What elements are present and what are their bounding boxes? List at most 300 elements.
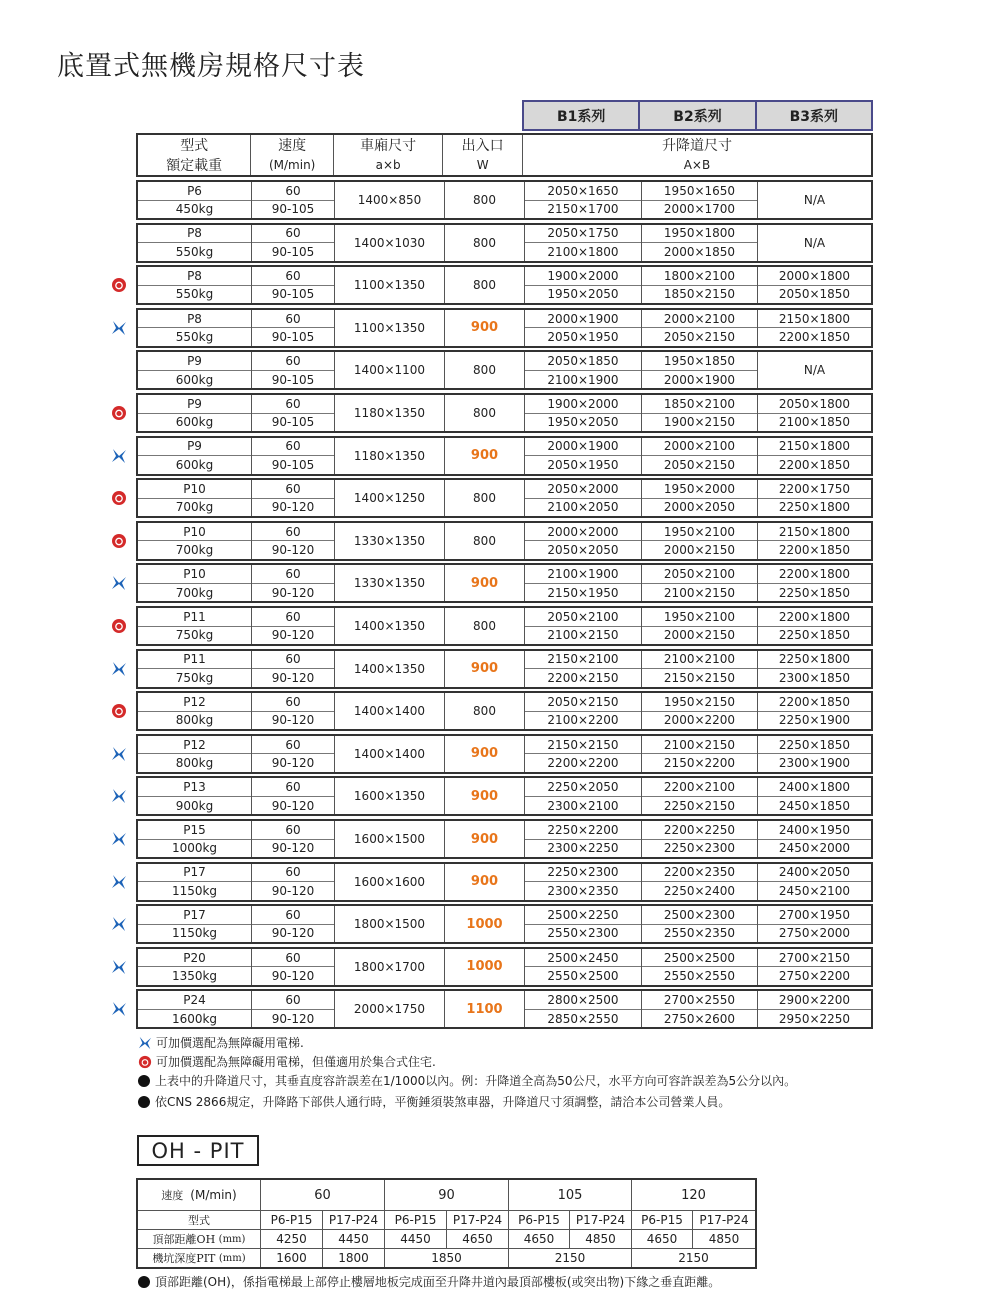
note-cross-text: 可加價選配為無障礙用電梯.	[156, 1036, 304, 1050]
b2-size-cell: 2550×2550	[663, 969, 736, 984]
wheelchair-cross-icon	[111, 831, 127, 847]
oh-type-cell: P6-P15	[509, 1211, 570, 1229]
load-cell: 1350kg	[171, 969, 218, 984]
wheelchair-cross-icon	[111, 746, 127, 762]
b1-size-cell: 2500×2250	[525, 906, 641, 925]
b3-size-cell: 2700×1950	[758, 906, 871, 925]
b3-size-cell: 2250×1900	[778, 713, 851, 728]
b3-size-cell: 2000×1800	[758, 267, 871, 286]
model-cell: P6	[138, 182, 251, 201]
speed-cell: 90-120	[271, 628, 315, 643]
series-b2: B2系列	[638, 100, 756, 131]
oh-pit-title: OH - PIT	[137, 1135, 259, 1166]
b1-size-cell: 1900×2000	[525, 395, 641, 414]
b2-size-cell: 1850×2100	[642, 395, 757, 414]
wheelchair-cross-icon	[138, 1036, 152, 1050]
oh-speed-105: 105	[509, 1180, 632, 1210]
b3-size-cell: 2450×1850	[778, 798, 851, 813]
oh-value-cell: 4650	[509, 1230, 570, 1248]
b1-size-cell: 2200×2200	[547, 756, 619, 771]
b2-size-cell: 2050×2150	[663, 330, 736, 345]
speed-cell: 60	[252, 267, 334, 286]
speed-cell: 90-105	[271, 372, 315, 387]
b1-size-cell: 2850×2550	[547, 1011, 619, 1026]
b3-size-cell: 2400×2050	[758, 864, 871, 883]
speed-cell: 60	[252, 693, 334, 712]
oh-type-label: 型式	[138, 1211, 261, 1229]
note-2-text: 依CNS 2866規定，升降路下部供人通行時，平衡錘須裝煞車器，升降道尺寸須調整，請洽本公司營業人員。	[155, 1095, 731, 1109]
b3-size-cell: 2900×2200	[758, 991, 871, 1010]
header-car-sub: a×b	[375, 158, 401, 172]
b1-size-cell: 2050×2000	[525, 480, 641, 499]
wheelchair-cross-icon	[111, 1001, 127, 1017]
header-car: 車廂尺寸	[360, 138, 417, 154]
b1-size-cell: 2100×1800	[547, 244, 619, 259]
b1-size-cell: 2300×2100	[547, 798, 619, 813]
b2-size-cell: 2050×2150	[663, 457, 736, 472]
bullet-icon	[138, 1276, 150, 1288]
speed-cell: 90-120	[271, 670, 315, 685]
b1-size-cell: 2250×2050	[525, 778, 641, 797]
b2-size-cell: 2100×2150	[663, 585, 736, 600]
b3-size-cell: 2150×1800	[758, 310, 871, 329]
oh-type-cell: P17-P24	[699, 1213, 749, 1227]
model-cell: P12	[138, 736, 251, 755]
table-row	[136, 776, 873, 816]
note-2	[138, 1093, 730, 1110]
b1-size-cell: 2050×2150	[525, 693, 641, 712]
table-row	[136, 478, 873, 518]
car-size-cell: 1600×1350	[353, 789, 426, 804]
door-width-cell: 1100	[466, 1001, 503, 1017]
table-row	[136, 350, 873, 390]
b2-size-cell: 2150×2150	[663, 670, 736, 685]
b3-size-cell: 2450×2100	[778, 883, 851, 898]
note-oh	[138, 1273, 720, 1290]
speed-cell: 90-120	[271, 926, 315, 941]
oh-pit-label	[138, 1249, 261, 1267]
speed-cell: 60	[252, 225, 334, 244]
speed-cell: 90-105	[271, 457, 315, 472]
oh-speed-unit: (M/min)	[190, 1188, 237, 1202]
note-cross	[138, 1034, 304, 1051]
b1-size-cell: 2300×2350	[547, 883, 619, 898]
speed-cell: 60	[252, 395, 334, 414]
model-cell: P15	[138, 821, 251, 840]
b1-size-cell: 2500×2450	[525, 949, 641, 968]
speed-cell: 60	[252, 736, 334, 755]
car-size-cell: 1180×1350	[353, 406, 426, 420]
model-cell: P8	[138, 225, 251, 244]
wheelchair-cross-icon	[111, 788, 127, 804]
b1-size-cell: 2050×1950	[547, 330, 619, 345]
car-size-cell: 1400×1400	[353, 746, 426, 761]
note-circle	[138, 1053, 436, 1070]
door-width-cell: 800	[473, 193, 496, 207]
car-size-cell: 1400×1350	[353, 619, 426, 633]
speed-cell: 60	[252, 182, 334, 201]
b3-size-cell: 2750×2200	[778, 969, 851, 984]
b2-size-cell: 2000×2100	[642, 438, 757, 457]
b2-size-cell: 2000×2150	[663, 628, 736, 643]
b2-size-cell: 1850×2150	[663, 287, 736, 302]
oh-pit-row	[138, 1248, 755, 1267]
speed-cell: 90-105	[271, 415, 315, 430]
b3-size-cell: 2250×1800	[758, 651, 871, 670]
oh-type-cell: P17-P24	[323, 1211, 385, 1229]
b2-size-cell: 2050×2100	[642, 565, 757, 584]
b1-size-cell: 2050×1750	[525, 225, 641, 244]
pit-value-cell: 1850	[385, 1249, 509, 1267]
b2-size-cell: 2150×2200	[663, 756, 736, 771]
b2-size-cell: 1950×1800	[642, 225, 757, 244]
b1-size-cell: 2200×2150	[547, 670, 619, 685]
b3-size-cell: 2250×1850	[778, 585, 851, 600]
speed-cell: 90-120	[271, 798, 315, 813]
table-row	[136, 819, 873, 859]
red-circle-icon	[111, 703, 127, 719]
oh-value-cell: 4250	[261, 1230, 323, 1248]
model-cell: P17	[138, 864, 251, 883]
door-width-cell: 900	[470, 788, 499, 804]
red-circle-icon	[111, 277, 127, 293]
table-row	[136, 265, 873, 305]
model-cell: P20	[138, 949, 251, 968]
b3-size-cell: 2050×1850	[778, 287, 851, 302]
b3-size-cell: 2200×1800	[758, 608, 871, 627]
b1-size-cell: 2050×1950	[547, 457, 619, 472]
b1-size-cell: 2100×2150	[547, 628, 619, 643]
car-size-cell: 1100×1350	[353, 320, 426, 335]
speed-cell: 60	[252, 565, 334, 584]
table-row	[136, 904, 873, 944]
oh-pit-table	[136, 1178, 757, 1269]
oh-type-cell: P6-P15	[385, 1211, 447, 1229]
b2-size-cell: 2100×2150	[642, 736, 757, 755]
wheelchair-cross-icon	[111, 661, 127, 677]
b1-size-cell: 2000×2000	[525, 523, 641, 542]
wheelchair-cross-icon	[111, 448, 127, 464]
bullet-icon	[138, 1075, 150, 1087]
oh-value-cell: 4450	[385, 1230, 447, 1248]
b2-size-cell: 2500×2500	[642, 949, 757, 968]
oh-type-cell: P17-P24	[570, 1211, 632, 1229]
speed-cell: 60	[252, 778, 334, 797]
spec-header-row	[136, 133, 873, 177]
header-hoistway: 升降道尺寸	[661, 138, 732, 154]
door-width-cell: 800	[473, 533, 496, 548]
model-cell: P8	[138, 267, 251, 286]
door-width-cell: 900	[470, 874, 499, 890]
door-width-cell: 800	[473, 235, 496, 250]
load-cell: 600kg	[175, 372, 214, 387]
table-row	[136, 989, 873, 1029]
oh-oh-label	[138, 1230, 261, 1248]
wheelchair-cross-icon	[111, 916, 127, 932]
car-size-cell: 1400×1400	[353, 704, 426, 719]
car-size-cell: 1800×1700	[353, 959, 426, 974]
oh-speed-120: 120	[681, 1187, 706, 1203]
oh-type-cell: P6-P15	[632, 1211, 693, 1229]
b3-size-cell: 2700×2150	[758, 949, 871, 968]
table-row	[136, 223, 873, 263]
b1-size-cell: 2050×2100	[525, 608, 641, 627]
b2-size-cell: 2250×2400	[663, 883, 736, 898]
b3-size-cell: 2400×1950	[758, 821, 871, 840]
load-cell: 1150kg	[171, 926, 218, 941]
load-cell: 600kg	[175, 415, 214, 430]
car-size-cell: 1400×1250	[353, 491, 426, 506]
car-size-cell: 1400×850	[357, 193, 422, 207]
b1-size-cell: 2150×2100	[525, 651, 641, 670]
oh-speed-90: 90	[385, 1180, 509, 1210]
door-width-cell: 900	[470, 831, 499, 847]
b2-size-cell: 2000×2200	[663, 713, 736, 728]
speed-cell: 60	[252, 310, 334, 329]
oh-speed-60: 60	[261, 1180, 385, 1210]
table-row	[136, 947, 873, 987]
oh-type-cell: P6-P15	[261, 1211, 323, 1229]
b2-size-cell: 1950×2000	[642, 480, 757, 499]
oh-oh-unit: (mm)	[218, 1233, 246, 1245]
bullet-icon	[138, 1096, 150, 1108]
speed-cell: 60	[252, 651, 334, 670]
b2-size-cell: 2200×2250	[642, 821, 757, 840]
b2-size-cell: 2000×1900	[663, 372, 736, 387]
load-cell: 750kg	[175, 628, 214, 643]
table-row	[136, 521, 873, 561]
model-cell: P17	[138, 906, 251, 925]
car-size-cell: 1100×1350	[353, 278, 426, 293]
b3-size-cell: 2150×1800	[758, 438, 871, 457]
car-size-cell: 2000×1750	[353, 1002, 426, 1017]
oh-value-cell: 4850	[570, 1230, 632, 1248]
oh-type-cell: P17-P24	[447, 1211, 509, 1229]
car-size-cell: 1800×1500	[353, 917, 426, 932]
door-width-cell: 900	[470, 661, 499, 677]
speed-cell: 90-105	[271, 287, 315, 302]
door-width-cell: 800	[473, 363, 496, 378]
table-row	[136, 180, 873, 220]
series-b1: B1系列	[522, 100, 640, 131]
oh-value-cell: 4850	[708, 1232, 740, 1246]
b1-size-cell: 2150×2150	[525, 736, 641, 755]
red-circle-icon	[138, 1055, 152, 1069]
page-title: 底置式無機房規格尺寸表	[57, 51, 365, 82]
b1-size-cell: 2550×2300	[547, 926, 619, 941]
pit-value-cell: 2150	[678, 1251, 709, 1265]
speed-cell: 90-120	[271, 883, 315, 898]
b2-size-cell: 1900×2150	[663, 415, 736, 430]
b3-size-cell: 2450×2000	[778, 841, 851, 856]
b2-size-cell: 2000×1850	[663, 244, 736, 259]
b2-size-cell: 1950×1850	[642, 352, 757, 371]
b3-size-cell: 2250×1850	[778, 628, 851, 643]
header-speed: 速度	[278, 138, 307, 154]
load-cell: 800kg	[175, 756, 214, 771]
b2-size-cell: 1800×2100	[642, 267, 757, 286]
speed-cell: 90-120	[271, 1011, 315, 1026]
speed-cell: 60	[252, 523, 334, 542]
b3-size-cell: 2100×1850	[778, 415, 851, 430]
red-circle-icon	[111, 490, 127, 506]
speed-cell: 90-120	[271, 756, 315, 771]
speed-cell: 60	[252, 608, 334, 627]
b1-size-cell: 2250×2200	[525, 821, 641, 840]
b2-size-cell: 1950×2100	[642, 608, 757, 627]
b1-size-cell: 2300×2250	[547, 841, 619, 856]
speed-cell: 60	[252, 480, 334, 499]
oh-speed-label-text: 速度	[161, 1189, 184, 1202]
load-cell: 1600kg	[171, 1011, 218, 1026]
oh-speed-label	[138, 1180, 261, 1210]
speed-cell: 90-120	[271, 543, 315, 558]
wheelchair-cross-icon	[111, 320, 127, 336]
load-cell: 600kg	[175, 457, 214, 472]
b3-size-cell: N/A	[803, 193, 826, 207]
door-width-cell: 800	[473, 619, 496, 633]
table-row	[136, 393, 873, 433]
door-width-cell: 800	[473, 406, 496, 420]
b3-size-cell: 2750×2000	[778, 926, 851, 941]
oh-value-cell: 4650	[447, 1230, 509, 1248]
b3-size-cell: 2400×1800	[758, 778, 871, 797]
b2-size-cell: 2750×2600	[663, 1011, 736, 1026]
table-row	[136, 691, 873, 731]
wheelchair-cross-icon	[111, 959, 127, 975]
model-cell: P9	[138, 395, 251, 414]
b1-size-cell: 2000×1900	[525, 438, 641, 457]
b1-size-cell: 1900×2000	[525, 267, 641, 286]
b3-size-cell: 2250×1850	[758, 736, 871, 755]
oh-value-cell: 4650	[632, 1230, 693, 1248]
oh-pit-label-text: 機坑深度PIT	[152, 1252, 216, 1265]
table-row	[136, 862, 873, 902]
b3-size-cell: 2200×1850	[778, 543, 851, 558]
table-row	[136, 563, 873, 603]
b3-size-cell: 2250×1800	[778, 500, 851, 515]
car-size-cell: 1600×1500	[353, 832, 426, 846]
oh-value-cell: 4450	[323, 1230, 385, 1248]
speed-cell: 60	[252, 906, 334, 925]
note-1	[138, 1072, 796, 1089]
oh-speed-row	[138, 1180, 755, 1210]
header-type: 型式	[180, 138, 209, 154]
b2-size-cell: 2000×2100	[642, 310, 757, 329]
b3-size-cell: 2200×1850	[778, 457, 851, 472]
speed-cell: 90-120	[271, 500, 315, 515]
load-cell: 750kg	[175, 670, 214, 685]
header-door: 出入口	[461, 138, 504, 154]
b1-size-cell: 2100×1900	[547, 372, 619, 387]
oh-oh-label-text: 頂部距離OH	[152, 1233, 216, 1246]
load-cell: 550kg	[175, 244, 214, 259]
b3-size-cell: 2950×2250	[778, 1011, 851, 1026]
speed-cell: 60	[252, 864, 334, 883]
table-row	[136, 308, 873, 348]
model-cell: P13	[138, 778, 251, 797]
header-hoistway-sub: A×B	[683, 158, 711, 172]
load-cell: 550kg	[175, 330, 214, 345]
oh-oh-row	[138, 1229, 755, 1248]
door-width-cell: 900	[470, 575, 499, 591]
series-b3: B3系列	[755, 100, 873, 131]
door-width-cell: 800	[473, 704, 496, 719]
load-cell: 800kg	[175, 713, 214, 728]
b1-size-cell: 2050×2050	[547, 543, 619, 558]
b1-size-cell: 2000×1900	[525, 310, 641, 329]
header-speed-unit: (M/min)	[268, 158, 316, 172]
door-width-cell: 800	[473, 278, 496, 293]
car-size-cell: 1400×1350	[353, 661, 426, 676]
b2-size-cell: 2000×2150	[663, 543, 736, 558]
table-row	[136, 436, 873, 476]
b3-size-cell: 2150×1800	[758, 523, 871, 542]
door-width-cell: 900	[470, 746, 499, 762]
b1-size-cell: 2050×1650	[525, 182, 641, 201]
b2-size-cell: 2200×2350	[642, 864, 757, 883]
b1-size-cell: 2100×2200	[547, 713, 619, 728]
table-row	[136, 734, 873, 774]
model-cell: P10	[138, 480, 251, 499]
b2-size-cell: 2550×2350	[663, 926, 736, 941]
b3-size-cell: 2200×1750	[758, 480, 871, 499]
model-cell: P10	[138, 523, 251, 542]
pit-value-cell: 1800	[323, 1249, 385, 1267]
b3-size-cell: 2200×1800	[758, 565, 871, 584]
speed-cell: 60	[252, 352, 334, 371]
b2-size-cell: 2200×2100	[642, 778, 757, 797]
model-cell: P11	[138, 651, 251, 670]
b3-size-cell: N/A	[803, 235, 826, 250]
car-size-cell: 1180×1350	[353, 448, 426, 463]
b1-size-cell: 2100×1900	[525, 565, 641, 584]
load-cell: 700kg	[175, 500, 214, 515]
b2-size-cell: 1950×2100	[642, 523, 757, 542]
model-cell: P9	[138, 438, 251, 457]
b1-size-cell: 2550×2500	[547, 969, 619, 984]
load-cell: 700kg	[175, 585, 214, 600]
door-width-cell: 1000	[466, 916, 503, 932]
red-circle-icon	[111, 533, 127, 549]
model-cell: P10	[138, 565, 251, 584]
car-size-cell: 1400×1100	[353, 363, 426, 378]
car-size-cell: 1600×1600	[353, 874, 426, 889]
b1-size-cell: 2100×2050	[547, 500, 619, 515]
b3-size-cell: 2300×1900	[778, 756, 851, 771]
wheelchair-cross-icon	[111, 874, 127, 890]
speed-cell: 60	[252, 949, 334, 968]
speed-cell: 60	[252, 438, 334, 457]
model-cell: P11	[138, 608, 251, 627]
b3-size-cell: 2200×1850	[758, 693, 871, 712]
b1-size-cell: 2050×1850	[525, 352, 641, 371]
car-size-cell: 1330×1350	[353, 533, 426, 548]
b1-size-cell: 1950×2050	[547, 287, 619, 302]
load-cell: 1150kg	[171, 883, 218, 898]
red-circle-icon	[111, 405, 127, 421]
b2-size-cell: 2700×2550	[642, 991, 757, 1010]
table-row	[136, 606, 873, 646]
load-cell: 1000kg	[171, 841, 218, 856]
speed-cell: 90-120	[271, 841, 315, 856]
b3-size-cell: 2200×1850	[778, 330, 851, 345]
b2-size-cell: 2000×1700	[663, 202, 736, 217]
b3-size-cell: 2300×1850	[778, 670, 851, 685]
header-load: 額定載重	[166, 158, 223, 174]
note-circle-text: 可加價選配為無障礙用電梯，但僅適用於集合式住宅.	[156, 1055, 436, 1069]
b3-size-cell: 2050×1800	[758, 395, 871, 414]
